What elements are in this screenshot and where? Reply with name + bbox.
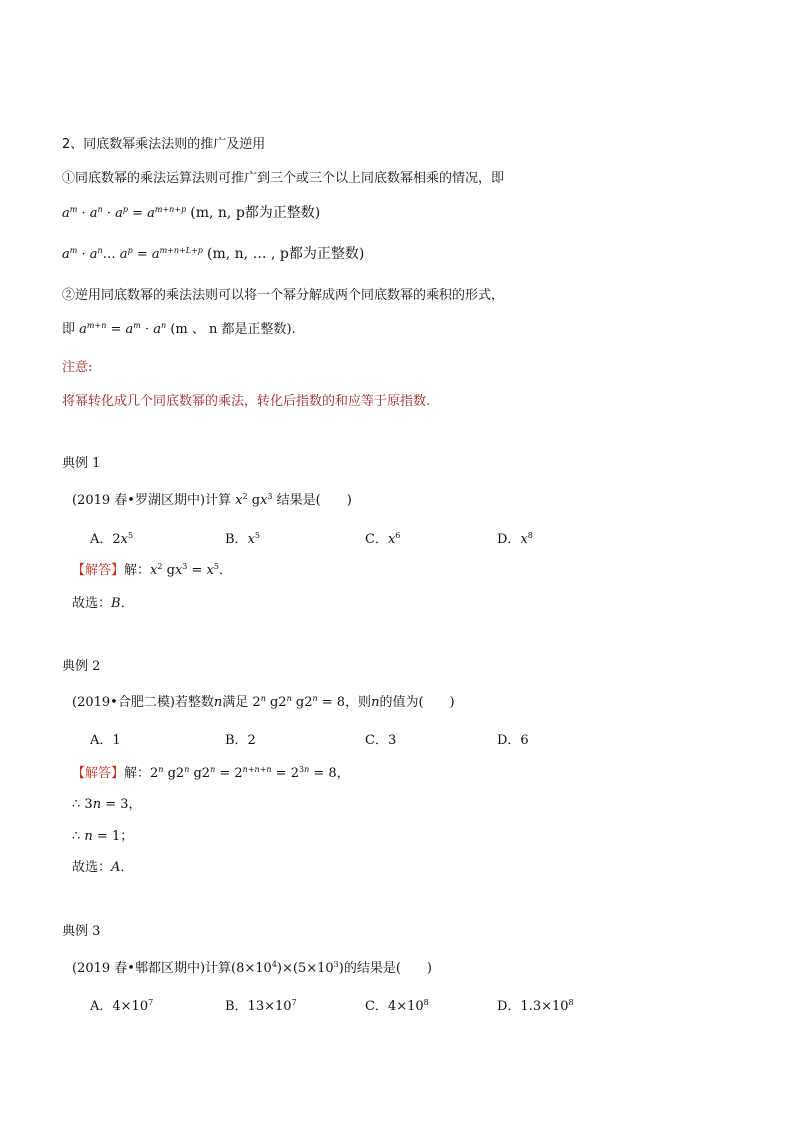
answer-label: 【解答】 xyxy=(72,766,125,781)
paragraph-3-prefix: 即 xyxy=(62,322,76,337)
formula-2-note: (m, n, … , p都为正整数) xyxy=(207,246,365,262)
formula-2 xyxy=(62,243,364,263)
formula-1 xyxy=(62,202,320,222)
formula-1-note: (m, n, p都为正整数) xyxy=(190,205,321,221)
example-3-title: 典例 3 xyxy=(62,924,101,939)
example-3-question: (2019 春•郫都区期中)计算$(8\times 10^4)\times(5\times 10^3)$的结果是( ) xyxy=(72,960,432,976)
formula-3-expression: $a^{m+n} = a^m \cdot a^n$ xyxy=(79,321,167,337)
example-2-option-c: C．3 xyxy=(365,733,397,748)
example-1-question: (2019 春•罗湖区期中)计算 $x^2$ $gx^3$ 结果是( ) xyxy=(72,492,352,508)
formula-3-note: (m 、 n 都是正整数). xyxy=(170,322,296,337)
paragraph-2: ②逆用同底数幂的乘法法则可以将一个幂分解成两个同底数幂的乘积的形式， xyxy=(62,288,505,303)
example-2-option-d: D．6 xyxy=(497,733,529,748)
note-label: 注意: xyxy=(62,360,93,375)
example-2-option-a: A．1 xyxy=(90,733,121,748)
example-2-choice: 故选：A． xyxy=(72,860,134,875)
example-2-step-1: ∴ 3n = 3， xyxy=(72,797,142,812)
example-3-option-d: D．$1.3\times 10^8$ xyxy=(497,998,574,1014)
example-1-option-c: C．$x^6$ xyxy=(365,531,401,547)
example-1-option-d: D．$x^8$ xyxy=(497,531,533,547)
example-1-answer: 【解答】解：$x^2$ $gx^3 = x^5$． xyxy=(72,562,232,578)
example-1-title: 典例 1 xyxy=(62,456,101,471)
example-1-choice: 故选：B． xyxy=(72,596,134,611)
example-3-option-c: C．$4\times 10^8$ xyxy=(365,998,429,1014)
example-2-step-2: ∴ n = 1； xyxy=(72,829,134,844)
formula-1-expression: $a^m \cdot a^n \cdot a^p = a^{m+n+p}$ xyxy=(62,205,187,221)
example-2-option-b: B．2 xyxy=(225,733,256,748)
example-1-option-b: B．$x^5$ xyxy=(225,531,260,547)
example-2-question: (2019•合肥二模)若整数n满足 2$^n$ g2$^n$ $g2^n = 8$，则n的值为( ) xyxy=(72,694,455,710)
note-text: 将幂转化成几个同底数幂的乘法，转化后指数的和应等于原指数. xyxy=(62,394,431,409)
example-2-answer: 【解答】解：2$^n$ g2$^n$ $g2^n = 2^{n+n+n} = 2^{3n} = 8$， xyxy=(72,765,350,781)
example-3-option-a: A．$4\times 10^7$ xyxy=(90,998,154,1014)
example-2-title: 典例 2 xyxy=(62,659,101,674)
formula-2-expression: $a^m$ · $a^n\dots$ $a^p = a^{m+n+L+p}$ xyxy=(62,246,203,262)
answer-label: 【解答】 xyxy=(72,563,125,578)
example-3-option-b: B．$13\times 10^7$ xyxy=(225,998,297,1014)
paragraph-3 xyxy=(62,318,296,337)
example-1-option-a: A．$2x^5$ xyxy=(90,531,134,547)
paragraph-1: ①同底数幂的乘法运算法则可推广到三个或三个以上同底数幂相乘的情况，即 xyxy=(62,171,505,186)
section-heading: 2、同底数幂乘法法则的推广及逆用 xyxy=(62,137,266,152)
